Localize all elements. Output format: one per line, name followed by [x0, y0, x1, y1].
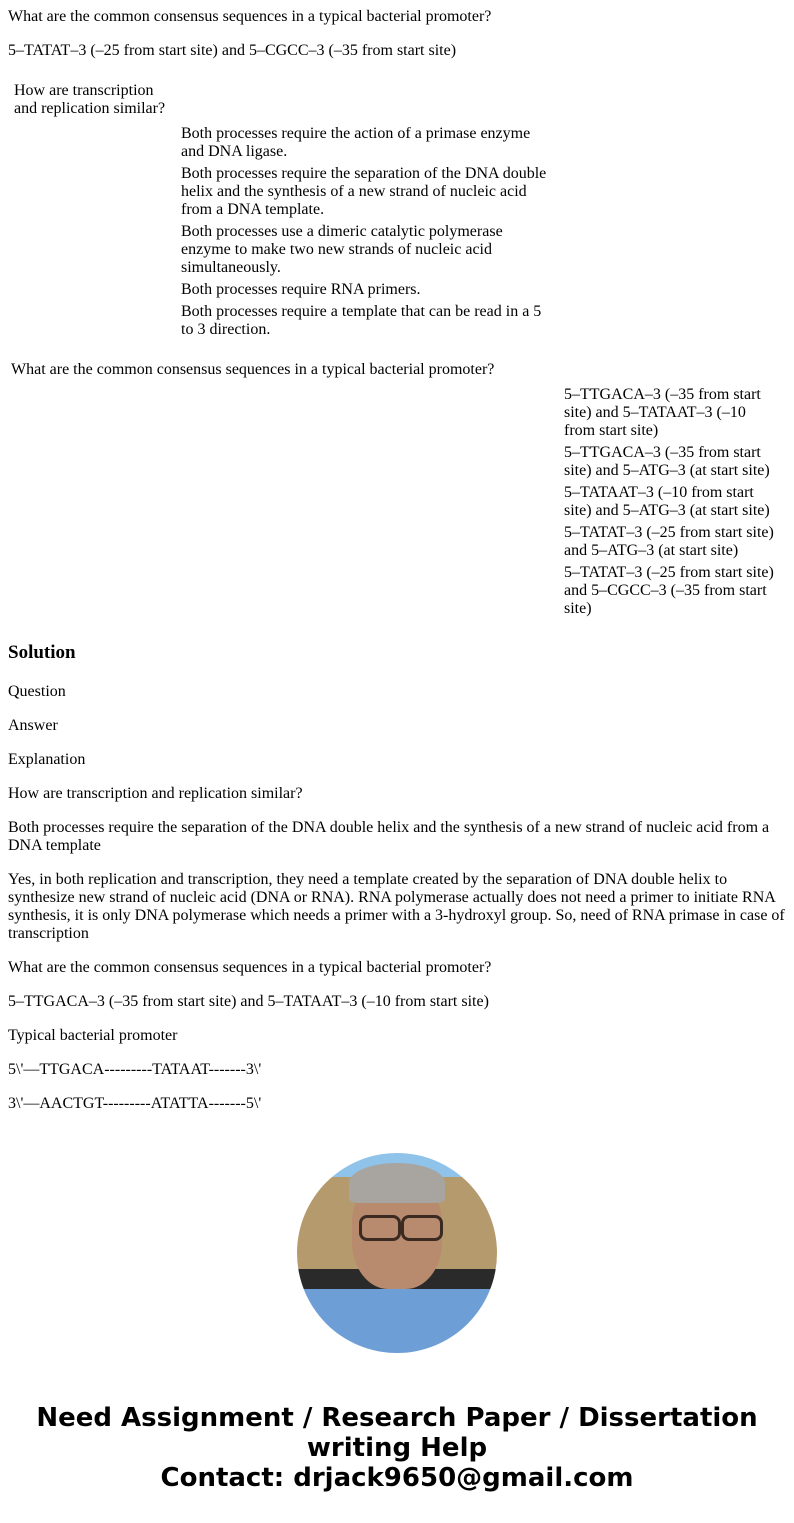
q2-option: 5–TATAT–3 (–25 from start site) and 5–ATG–3 (at start site) — [564, 524, 774, 559]
q1-question: How are transcription and replication similar? — [14, 82, 166, 117]
solution-label-explanation: Explanation — [8, 751, 86, 768]
solution-explanation-2: Typical bacterial promoter — [8, 1027, 178, 1044]
footer-ad — [0, 1403, 794, 1493]
solution-question-1: How are transcription and replication similar? — [8, 785, 303, 802]
footer-line-1: Need Assignment / Research Paper / Dissertation writing Help — [36, 1403, 758, 1463]
q1-option: Both processes require the action of a primase enzyme and DNA ligase. — [181, 125, 531, 160]
footer-contact[interactable]: Contact: drjack9650@gmail.com — [160, 1463, 634, 1493]
solution-question-2: What are the common consensus sequences in a typical bacterial promoter? — [8, 959, 492, 976]
q1-option: Both processes use a dimeric catalytic polymerase enzyme to make two new strands of nucleic acid simultaneously. — [181, 223, 503, 276]
solution-heading: Solution — [8, 642, 76, 663]
top-answer: 5–TATAT–3 (–25 from start site) and 5–CGCC–3 (–35 from start site) — [8, 42, 457, 59]
q2-option: 5–TTGACA–3 (–35 from start site) and 5–ATG–3 (at start site) — [564, 444, 770, 479]
solution-label-question: Question — [8, 683, 66, 700]
solution-answer-2: 5–TTGACA–3 (–35 from start site) and 5–TATAAT–3 (–10 from start site) — [8, 993, 489, 1010]
promoter-strand-bottom: 3\'—AACTGT---------ATATTA-------5\' — [8, 1095, 262, 1112]
q2-option: 5–TATAT–3 (–25 from start site) and 5–CGCC–3 (–35 from start site) — [564, 564, 774, 617]
q2-option: 5–TTGACA–3 (–35 from start site) and 5–TATAAT–3 (–10 from start site) — [564, 386, 761, 439]
solution-label-answer: Answer — [8, 717, 58, 734]
q1-option: Both processes require RNA primers. — [181, 281, 421, 298]
q1-option: Both processes require the separation of the DNA double helix and the synthesis of a new strand of nucleic acid from a DNA template. — [181, 165, 547, 218]
author-avatar — [297, 1153, 497, 1353]
top-question: What are the common consensus sequences in a typical bacterial promoter? — [8, 8, 492, 25]
q1-option: Both processes require a template that can be read in a 5 to 3 direction. — [181, 303, 542, 338]
solution-explanation-1: Yes, in both replication and transcription, they need a template created by the separation of DNA double helix to synthesize new strand of nucleic acid (DNA or RNA). RNA polymerase actually does not need a primer to initiate RNA synthesis, it is only DNA polymerase which needs a primer with a 3-hydroxyl group. So, need of RNA primase in case of transcription — [8, 871, 785, 942]
solution-answer-1: Both processes require the separation of the DNA double helix and the synthesis of a new strand of nucleic acid from a DNA template — [8, 819, 770, 854]
q2-option: 5–TATAAT–3 (–10 from start site) and 5–ATG–3 (at start site) — [564, 484, 770, 519]
promoter-strand-top: 5\'—TTGACA---------TATAAT-------3\' — [8, 1061, 262, 1078]
q2-question: What are the common consensus sequences in a typical bacterial promoter? — [11, 361, 495, 378]
